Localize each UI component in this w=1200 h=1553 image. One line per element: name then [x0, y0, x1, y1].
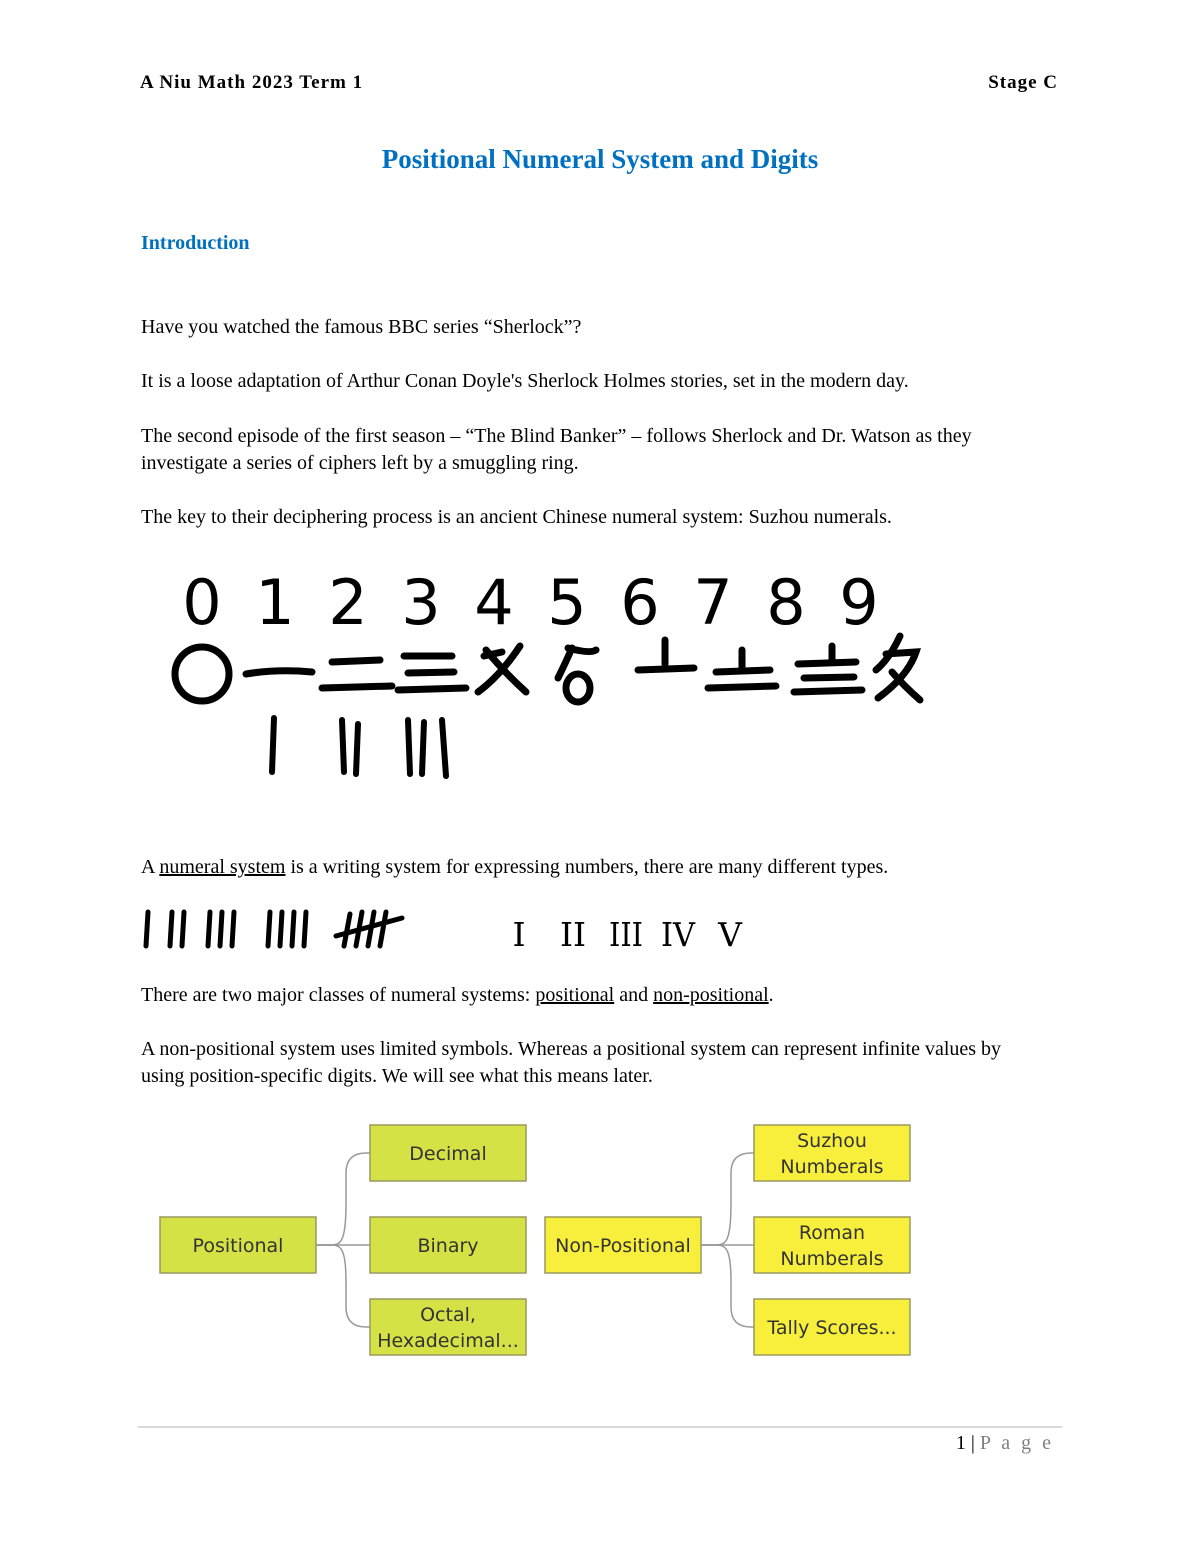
roman-numeral-3: III — [609, 915, 643, 954]
positional-child-label: Octal, — [420, 1304, 476, 1326]
suzhou-9 — [876, 636, 920, 700]
digit-9: 9 — [839, 566, 879, 639]
rod-3 — [408, 720, 446, 776]
suzhou-4 — [478, 646, 526, 692]
numeral-systems-diagram — [150, 1115, 930, 1370]
tally-marks-figure — [140, 900, 400, 960]
non-positional-root-label: Non-Positional — [555, 1235, 691, 1257]
roman-numeral-4: IV — [661, 915, 697, 954]
roman-numeral-2: II — [559, 915, 587, 954]
paragraph-4: The key to their deciphering process is an ancient Chinese numeral system: Suzhou numerals. — [141, 506, 892, 528]
page-word: P a g e — [979, 1432, 1054, 1454]
digit-7: 7 — [693, 566, 733, 639]
digit-0: 0 — [182, 566, 222, 639]
paragraph-5 — [141, 854, 1071, 881]
non-positional-connector — [701, 1153, 754, 1245]
suzhou-symbols-row — [175, 636, 920, 702]
positional-child-label: Hexadecimal... — [377, 1330, 519, 1352]
paragraph-5-pre: A — [141, 856, 160, 878]
positional-child-label: Decimal — [409, 1143, 487, 1165]
rod-1 — [272, 718, 274, 772]
non-positional-child-label: Numberals — [780, 1248, 884, 1270]
non-positional-child-label: Roman — [798, 1222, 866, 1244]
suzhou-vertical-rods-row — [272, 718, 446, 776]
term-positional: positional — [535, 984, 615, 1006]
roman-numerals-figure — [490, 908, 760, 958]
digit-3: 3 — [401, 566, 441, 639]
suzhou-0 — [175, 647, 229, 701]
page-number: 1 — [955, 1432, 966, 1454]
roman-numeral-5: V — [718, 915, 742, 954]
paragraph-6-pre: There are two major classes of numeral systems: — [141, 984, 536, 1006]
rod-2 — [342, 720, 358, 774]
suzhou-7 — [708, 650, 776, 688]
paragraph-1: Have you watched the famous BBC series “Sherlock”? — [141, 316, 582, 338]
arabic-digits-row — [182, 566, 878, 639]
paragraph-6-post: . — [768, 984, 774, 1006]
paragraph-2: It is a loose adaptation of Arthur Conan Doyle's Sherlock Holmes stories, set in the modern day. — [141, 370, 909, 392]
term-non-positional: non-positional — [653, 984, 769, 1006]
suzhou-numerals-figure — [160, 560, 940, 800]
suzhou-5 — [558, 648, 596, 702]
footer-separator: | — [965, 1432, 980, 1454]
paragraph-5-post: is a writing system for expressing numbers, there are many different types. — [285, 856, 889, 878]
non-positional-child-label: Tally Scores... — [767, 1317, 897, 1339]
non-positional-child-label: Suzhou — [797, 1130, 867, 1152]
suzhou-6 — [638, 640, 694, 670]
digit-1: 1 — [255, 566, 295, 639]
digit-4: 4 — [474, 566, 514, 639]
suzhou-1 — [246, 671, 312, 674]
roman-numeral-1: I — [512, 915, 526, 954]
digit-8: 8 — [766, 566, 806, 639]
section-heading: Introduction — [141, 232, 250, 254]
paragraph-7: A non-positional system uses limited symbols. Whereas a positional system can represent infinite values by using position-specific digits. We will see what this means later. — [141, 1038, 1002, 1087]
non-positional-child-label: Numberals — [780, 1156, 884, 1178]
digit-6: 6 — [620, 566, 660, 639]
positional-child-label: Binary — [417, 1235, 479, 1257]
paragraph-6 — [141, 982, 1071, 1009]
suzhou-2 — [322, 660, 392, 688]
header-right: Stage C — [988, 72, 1058, 93]
paragraph-3: The second episode of the first season – “The Blind Banker” – follows Sherlock and Dr. Watson as they investigate a series of ciphers left by a smuggling ring. — [141, 425, 972, 474]
suzhou-3 — [398, 656, 466, 690]
positional-root-label: Positional — [192, 1235, 284, 1257]
non-positional-connector — [701, 1245, 754, 1327]
suzhou-8 — [794, 646, 862, 692]
header-left: A Niu Math 2023 Term 1 — [140, 72, 364, 93]
paragraph-6-mid: and — [614, 984, 654, 1006]
digit-5: 5 — [547, 566, 587, 639]
footer — [956, 1432, 1054, 1455]
digit-2: 2 — [328, 566, 368, 639]
page-title: Positional Numeral System and Digits — [381, 144, 819, 174]
positional-connector — [316, 1245, 370, 1327]
footer-divider — [138, 1426, 1062, 1428]
positional-connector — [316, 1153, 370, 1245]
term-numeral-system: numeral system — [159, 856, 286, 878]
